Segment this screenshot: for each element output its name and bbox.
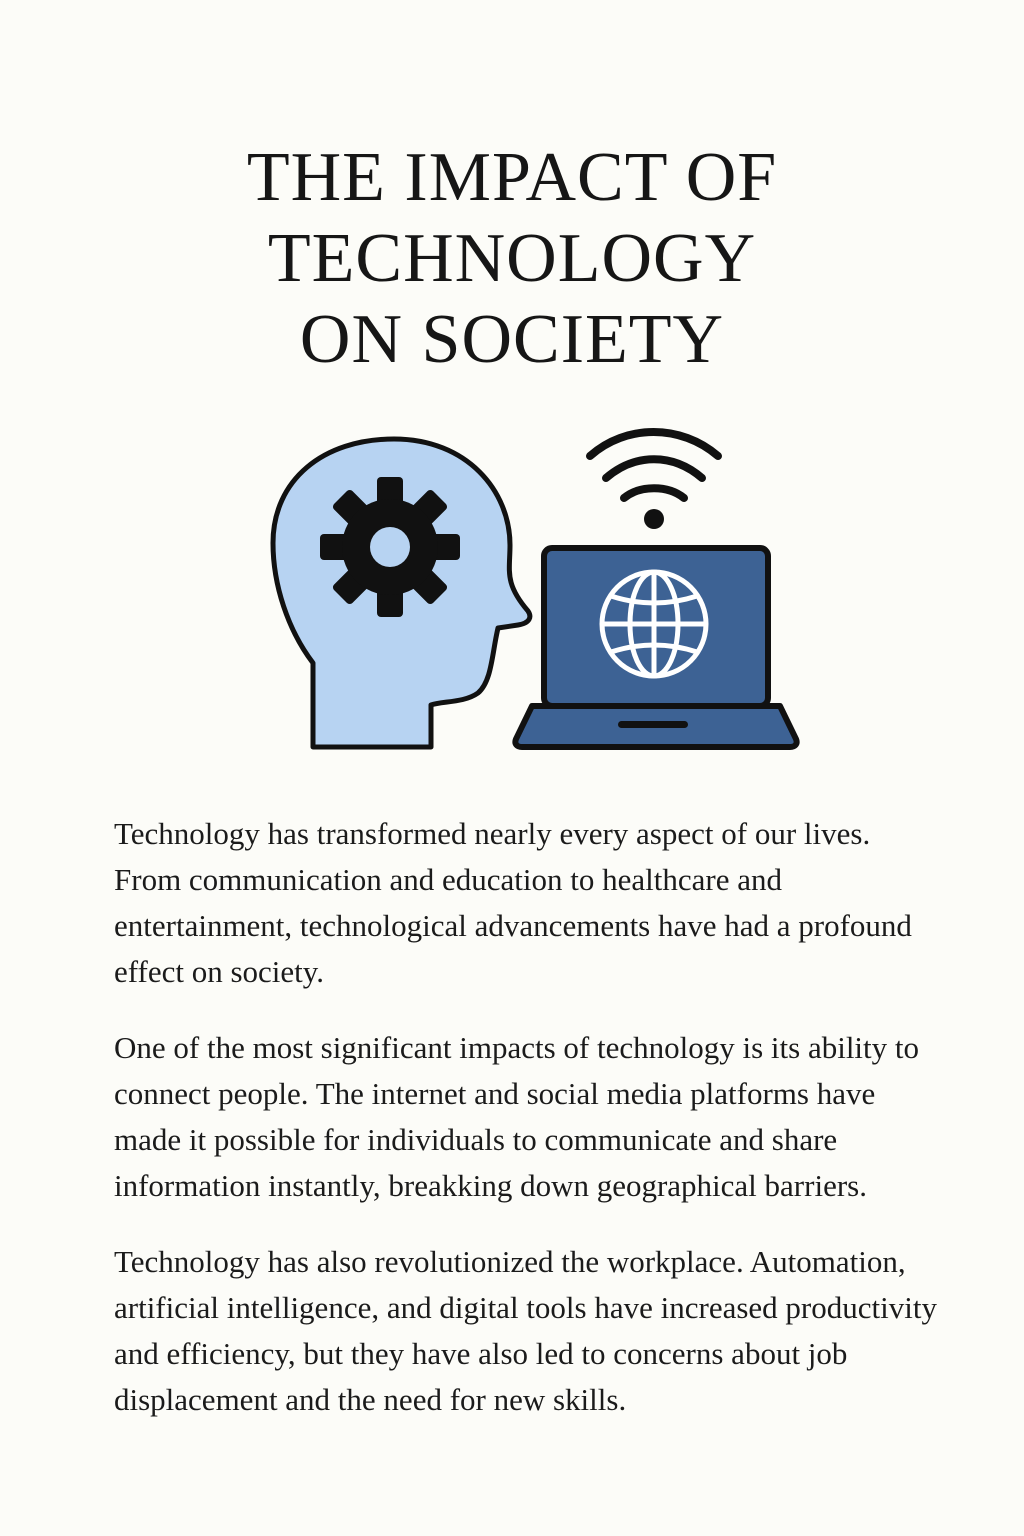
article-body [114,811,944,1453]
paragraph-1: Technology has transformed nearly every aspect of our lives. From communication and education to healthcare and entertainment, technological advancements have had a profound effect on society. [114,816,912,989]
technology-illustration [268,425,800,751]
paragraph-2: One of the most significant impacts of technology is its ability to connect people. The internet and social media platforms have made it possible for individuals to communicate and share information instantly, breakking down geographical barriers. [114,1030,920,1203]
title-line-3: ON SOCIETY [299,301,725,378]
paragraph-3: Technology has also revolutionized the workplace. Automation, artificial intelligence, and digital tools have increased productivity and efficiency, but they have also led to concerns about job displacement and the need for new skills. [114,1244,937,1417]
title-line-1: THE IMPACT OF [246,139,778,216]
gear-icon [320,477,460,617]
title-line-2: TECHNOLOGY [267,220,757,297]
globe-icon [602,572,706,676]
page-title [0,137,1024,380]
wifi-icon [590,432,718,529]
